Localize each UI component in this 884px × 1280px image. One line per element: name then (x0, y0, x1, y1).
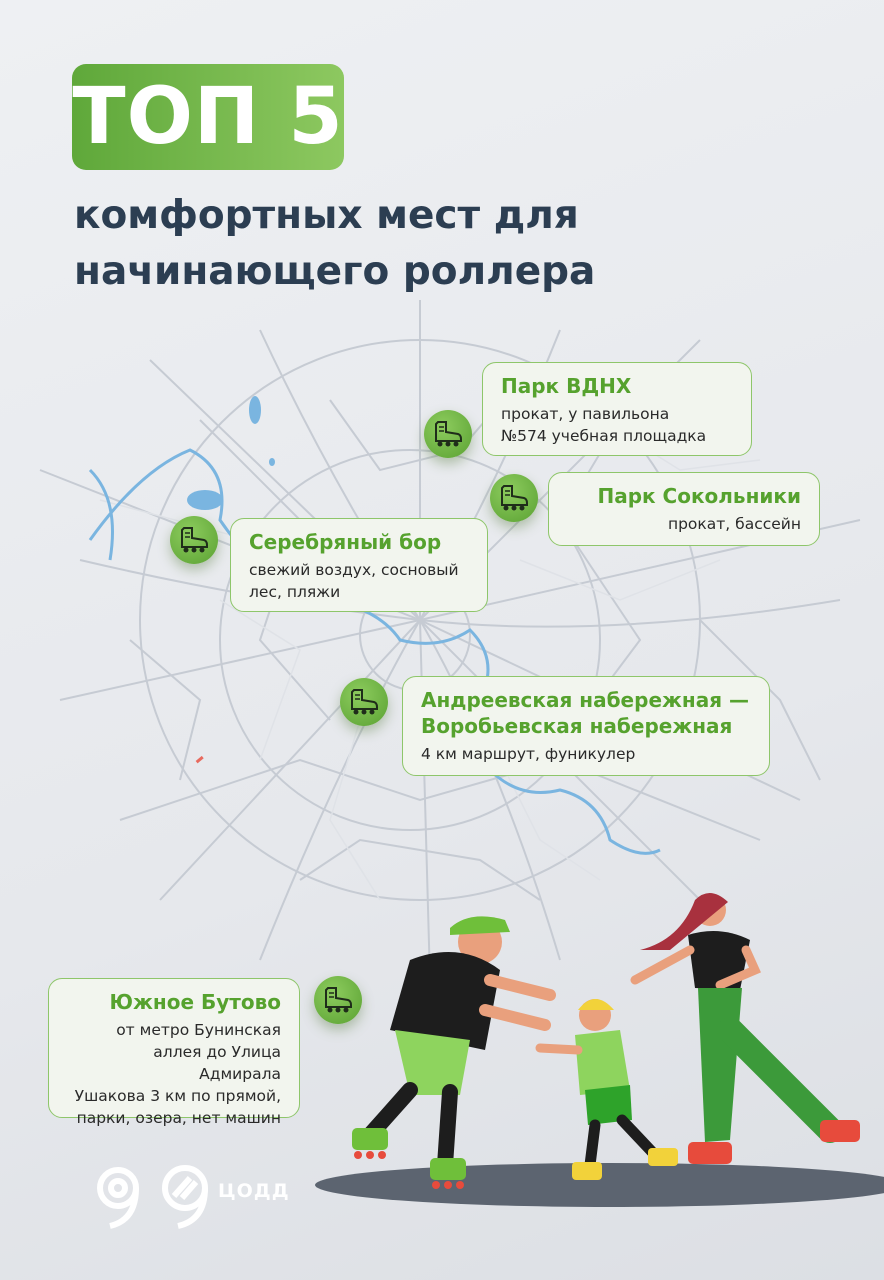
place-title (421, 687, 751, 739)
roller-skate-icon (340, 678, 388, 726)
place-description (421, 743, 751, 765)
page-subtitle (74, 188, 634, 300)
place-title-line: Андреевская набережная — (421, 688, 750, 712)
place-card-vdnh (482, 362, 752, 456)
subtitle-line-1: комфортных мест для (74, 193, 579, 238)
place-card-yuzhnoe-butovo (48, 978, 300, 1127)
child-figure (540, 999, 678, 1180)
place-desc-line: Ушакова 3 км по прямой, (74, 1087, 281, 1105)
place-description (501, 403, 733, 447)
place-desc-line: прокат, у павильона (501, 405, 670, 423)
place-desc-line: №574 учебная площадка (501, 427, 707, 445)
place-title-line: Воробьевская набережная (421, 714, 733, 738)
place-desc-line: от метро Бунинская (116, 1021, 281, 1039)
top5-badge: ТОП 5 (72, 64, 344, 170)
place-desc-line: парки, озера, нет машин (76, 1109, 281, 1127)
place-title: Серебряный бор (249, 530, 442, 554)
subtitle-line-2: начинающего роллера (74, 249, 596, 294)
place-title: Парк ВДНХ (501, 374, 632, 398)
roller-skate-icon (490, 474, 538, 522)
place-description (249, 559, 469, 603)
roller-skate-icon (170, 516, 218, 564)
place-desc-line: лес, пляжи (249, 583, 341, 601)
place-description (67, 1019, 281, 1129)
rollerskating-family-illustration (310, 880, 884, 1210)
place-desc-line: аллея до Улица Адмирала (153, 1043, 281, 1083)
place-title: Парк Сокольники (597, 484, 801, 508)
place-desc-line: прокат, бассейн (667, 515, 801, 533)
tsodd-logo-text: ЦОДД (218, 1180, 290, 1202)
place-description (567, 513, 801, 535)
place-card-andreevskaya (402, 676, 770, 776)
mother-figure (635, 893, 860, 1164)
father-figure (352, 916, 550, 1189)
place-desc-line: 4 км маршрут, фуникулер (421, 745, 636, 763)
place-card-sokolniki (548, 472, 820, 546)
place-title: Южное Бутово (109, 990, 281, 1014)
roller-skate-icon (424, 410, 472, 458)
place-card-serebryany-bor (230, 518, 488, 612)
place-desc-line: свежий воздух, сосновый (249, 561, 459, 579)
